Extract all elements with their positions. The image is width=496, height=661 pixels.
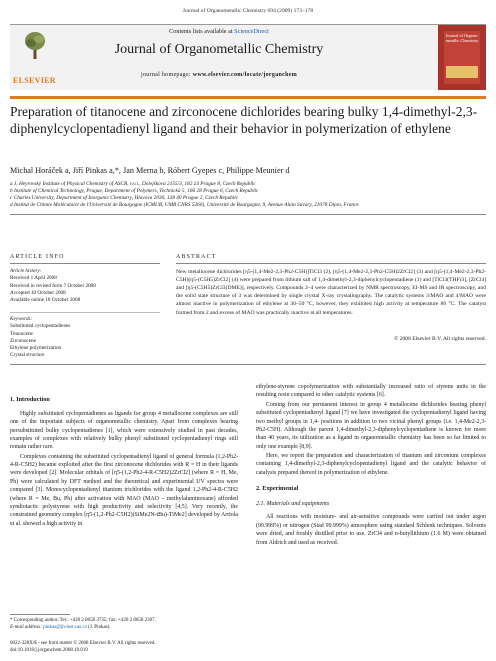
journal-title: Journal of Organometallic Chemistry bbox=[114, 42, 324, 57]
article-title: Preparation of titanocene and zirconocene dichlorides bearing bulky 1,4-dimethyl-2,3-diphenylcyclopentadienyl ligand and their behavior in polymerization of ethylene bbox=[10, 104, 478, 136]
article-info-heading: ARTICLE INFO bbox=[10, 254, 65, 260]
article-history bbox=[10, 268, 160, 304]
history-item: Accepted 10 October 2008 bbox=[10, 289, 66, 296]
affiliation-a: a J. Heyrovský Institute of Physical Chemistry of ASCR, v.v.i., Dolejškova 2155/3, 182 23 Prague 8, Czech Republic bbox=[10, 181, 256, 187]
elsevier-wordmark: ELSEVIER bbox=[13, 76, 56, 85]
keywords-label: Keywords: bbox=[10, 316, 33, 322]
keyword-item: Zirconocene bbox=[10, 337, 36, 344]
journal-cover bbox=[438, 24, 486, 90]
email-suffix: (J. Pinkas). bbox=[86, 624, 111, 630]
abstract-copyright: © 2008 Elsevier B.V. All rights reserved. bbox=[394, 336, 486, 342]
body-paragraph: Here, we report the preparation and characterization of titanium and zirconium complexes containing 1,4-dimethyl-2,3-diphenylcyclopentadienyl ligand and the catalytic behavior of catalysts prepared thereof in polymerization of ethylene. bbox=[256, 453, 486, 476]
cover-title: Journal of Organo-metallic Chemistry bbox=[445, 33, 479, 44]
affiliation-d: d Institut de Chimie Moléculaire de l'Université de Bourgogne (ICMUB, UMR CNRS 5260), Université de Bourgogne, 9, Avenue Alain Savary, 21078 Dijon, France bbox=[10, 202, 359, 208]
history-item: Received 1 April 2008 bbox=[10, 275, 57, 282]
elsevier-logo bbox=[10, 24, 60, 90]
cover-band bbox=[446, 66, 478, 78]
article-authors: Michal Horáček a, Jiří Pinkas a,*, Jan Merna b, Róbert Gyepes c, Philippe Meunier d bbox=[10, 166, 290, 175]
affiliation-c: c Charles University, Department of Inorganic Chemistry, Hlavova 2030, 128 40 Prague 2, Czech Republic bbox=[10, 195, 239, 201]
footnote-rule bbox=[10, 614, 70, 615]
abstract-text: New metallocene dichlorides [η5-(1,4-Me2-2,3-Ph2-C5H)]TiCl3 (2), [η5-(1,4-Me2-2,3-Ph2-C5H)2ZrCl2] (3) and [η5-(1,4-Me2-2,3-Ph2-C5H)(η5-(C5H5)ZrCl2] (4) were prepared from lithium salt of 1,4-dimethyl-2,3-diphenylcyclopentadiene (1) and [TiCl3(THF)3], [ZrCl4] and [η5-(C5H5)ZrCl3(DME)], respectively. Compounds 2–4 were characterized by NMR spectroscopy, EI-MS and IR spectroscopy, and the solid state structure of 3 was determined by single crystal X-ray crystallography. The catalytic systems 3/MAO and 4/MAO were almost inactive in polymerization of ethylene at 30–50 °C, however, they exhibited high activity at temperature 80 °C. The catalyst formed from 2 and excess of MAO was practically inactive at all temperatures. bbox=[176, 269, 486, 316]
history-label: Article history: bbox=[10, 268, 42, 274]
body-paragraph: Coming from our permanent interest in group 4 metallocene dichlorides bearing phenyl substituted cyclopentadienyl ligand [7] we have investigated the cyclopentadienyl ligand having two methyl groups in 1,4- positions in addition to two vicinal phenyl groups (i.e. 1,4-Me2-2,3-Ph2-C5H). Although the parent 1,4-dimethyl-2,3-diphenylcyclopentadiene is known for more than 40 years, its utilization as a ligand in organometallic chemistry has been so far limited to only one example [8,9]. bbox=[256, 401, 486, 450]
body-paragraph: Highly substituted cyclopentadienes as ligands for group 4 metallocene complexes are still one of the important subjects of organometallic chemistry. Apart from complexes bearing persubstituted bulky cyclopentadienes [1], which were extensively studied in past decades, examples of complexes with relatively bulky phenyl substituted cyclopentadienyl rings still remain rather rare. bbox=[10, 410, 238, 451]
contents-line bbox=[60, 28, 378, 35]
experimental-heading: 2. Experimental bbox=[256, 485, 299, 493]
affiliation-b: b Institute of Chemical Technology, Prague, Department of Polymers, Technická 5, 166 28 Prague 6, Czech Republic bbox=[10, 188, 259, 194]
keyword-item: Ethylene polymerization bbox=[10, 345, 62, 352]
column-left bbox=[10, 394, 238, 529]
body-paragraph: All reactions with moisture- and air-sensitive compounds were carried out under argon (99.999%) or nitrogen (Siad 99.999%) atmosphere using standard Schlenk techniques. Solvents were dried, and freshly distilled prior to use. ZrCl4 and n-butyllithium (1.6 M) were obtained from Aldrich and used as received. bbox=[256, 514, 486, 546]
contents-prefix: Contents lists available at bbox=[169, 28, 235, 35]
journal-homepage bbox=[60, 72, 378, 78]
body-paragraph: ethylene-styrene copolymerization with substantially increased ratio of styrene units in the resulting resin compared to other catalytic systems [6]. bbox=[256, 384, 486, 399]
abstract-rule bbox=[176, 263, 486, 264]
intro-heading: 1. Introduction bbox=[10, 396, 50, 403]
issn-line: 0022-328X/$ - see front matter © 2008 Elsevier B.V. All rights reserved. bbox=[10, 641, 156, 646]
header-rule bbox=[10, 96, 486, 99]
corresponding-author: * Corresponding author. Tel.: +420 2 8658 3735; fax: +420 2 8658 2307. bbox=[10, 618, 156, 623]
email-label: E-mail address: bbox=[10, 624, 44, 630]
article-info-rule bbox=[10, 263, 160, 264]
issn-doi bbox=[10, 641, 238, 655]
divider-bottom bbox=[10, 364, 486, 365]
elsevier-tree-icon bbox=[23, 31, 47, 61]
homepage-prefix: journal homepage: bbox=[140, 72, 193, 78]
keyword-item: Crystal structure bbox=[10, 352, 45, 359]
keyword-item: Titanocene bbox=[10, 330, 33, 337]
journal-citation: Journal of Organometallic Chemistry 694 (2009) 173–178 bbox=[182, 8, 314, 14]
sciencedirect-link[interactable]: ScienceDirect bbox=[234, 28, 269, 35]
divider-top bbox=[10, 214, 486, 215]
header-spacer bbox=[378, 24, 438, 90]
keywords-block bbox=[10, 316, 160, 360]
email-line bbox=[10, 625, 238, 632]
email-link[interactable]: pinkas@jh-inst.cas.cz bbox=[43, 624, 87, 630]
column-right bbox=[256, 383, 486, 548]
materials-subheading: 2.1. Materials and equipments bbox=[256, 500, 330, 507]
body-paragraph: Complexes containing the substituted cyclopentadienyl ligand of general formula (1,2-Ph2-4-R-C5H2) became exploited after the first zirconocene dichlorides with R = H in their ligands were developed [2]. Molecular orbitals of [η5-(1,2-Ph2-4-R-C5H2)2ZrCl2] (where R = H, Me, Ph) were calculated by DFT method and the theoretical and experimental UV spectra were compared [3]. Monocyclopentadienyl titanium trichlorides with the ligand 1,2-Ph2-4-R-C5H2 (where R = Me, Bu, Ph) after activation with MAO (MAO – methylaluminoxane) afforded syndiotactic polystyrene with high productivity and selectivity [4,5]. Very recently, the constrained geometry complex [η5-(1,2-Ph2-C5H2)(SiMe2N-tBu)-TiMe2] developed by Arriola et al. showed a high activity in bbox=[10, 453, 238, 527]
history-item: Available online 18 October 2008 bbox=[10, 297, 81, 304]
abstract-heading: ABSTRACT bbox=[176, 254, 217, 260]
keywords-rule bbox=[10, 312, 160, 313]
homepage-link[interactable]: www.elsevier.com/locate/jorganchem bbox=[192, 72, 297, 78]
history-item: Received in revised form 7 October 2008 bbox=[10, 282, 96, 289]
footnote bbox=[10, 618, 238, 632]
keyword-item: Substituted cyclopentadienes bbox=[10, 323, 71, 330]
doi-line[interactable]: doi:10.1016/j.jorganchem.2008.10.019 bbox=[10, 647, 88, 653]
